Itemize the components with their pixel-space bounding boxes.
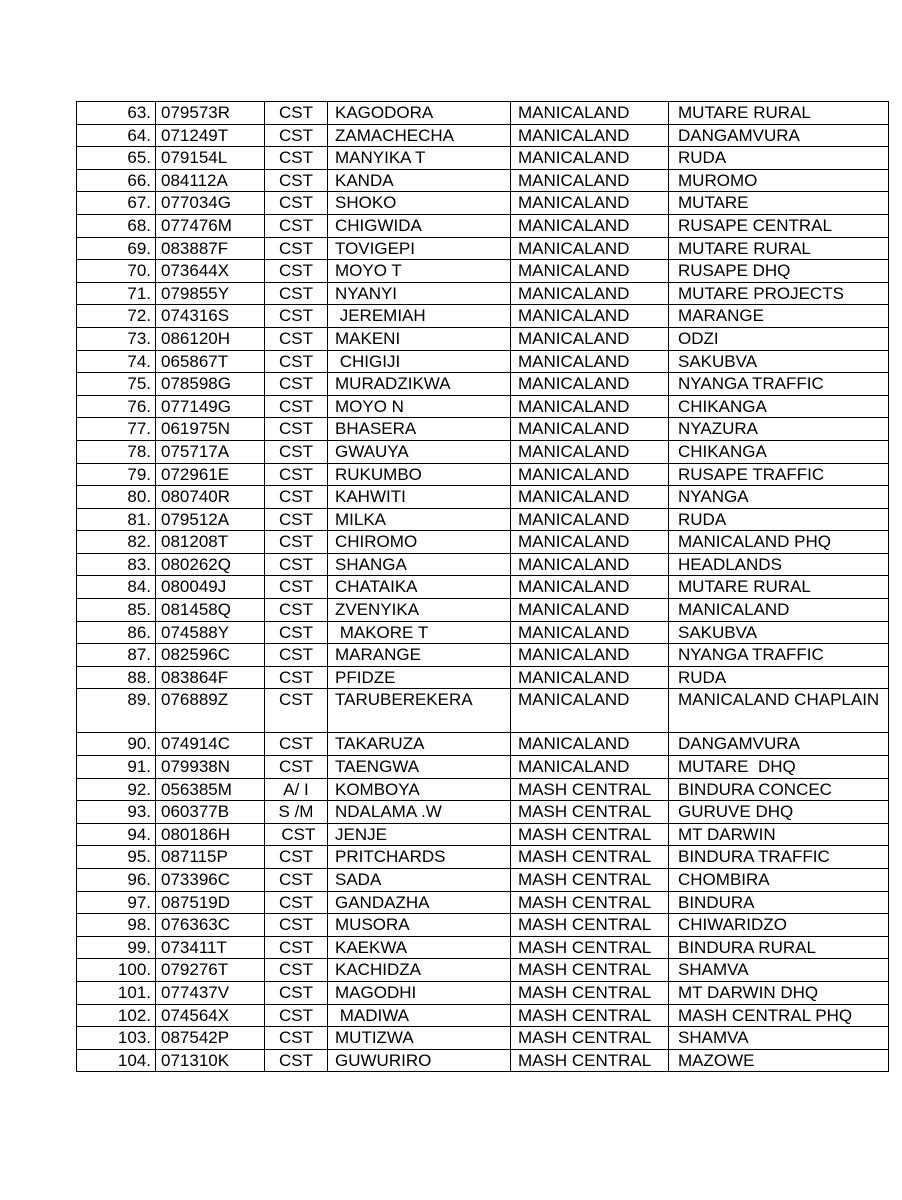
station-cell: MAZOWE [669,1049,889,1072]
force-number-cell: 081458Q [156,599,265,622]
surname-cell: TARUBEREKERA [328,689,511,733]
station-cell: HEADLANDS [669,553,889,576]
province-cell: MANICALAND [511,124,669,147]
station-cell: NYAZURA [669,418,889,441]
station-cell: SHAMVA [669,1027,889,1050]
force-number-cell: 076363C [156,914,265,937]
province-cell: MANICALAND [511,147,669,170]
force-number-cell: 080049J [156,576,265,599]
province-cell: MANICALAND [511,282,669,305]
station-cell: DANGAMVURA [669,733,889,756]
station-cell: RUDA [669,147,889,170]
rank-cell: CST [265,373,328,396]
force-number-cell: 079938N [156,756,265,779]
station-cell: BINDURA RURAL [669,936,889,959]
station-cell: SAKUBVA [669,621,889,644]
force-number-cell: 073644X [156,260,265,283]
province-cell: MANICALAND [511,214,669,237]
row-number-cell: 78. [77,440,156,463]
surname-cell: JENJE [328,823,511,846]
row-number-cell: 96. [77,869,156,892]
table-row [77,891,889,914]
table-row [77,124,889,147]
rank-cell: CST [265,395,328,418]
force-number-cell: 074588Y [156,621,265,644]
surname-cell: GWAUYA [328,440,511,463]
station-cell: MUTARE [669,192,889,215]
station-cell: BINDURA [669,891,889,914]
force-number-cell: 079855Y [156,282,265,305]
station-cell: MUTARE DHQ [669,756,889,779]
rank-cell: CST [265,147,328,170]
station-cell: MASH CENTRAL PHQ [669,1004,889,1027]
row-number-cell: 70. [77,260,156,283]
force-number-cell: 079512A [156,508,265,531]
station-cell: RUDA [669,508,889,531]
province-cell: MANICALAND [511,237,669,260]
province-cell: MASH CENTRAL [511,1027,669,1050]
surname-cell: CHIGIJI [328,350,511,373]
rank-cell: CST [265,869,328,892]
surname-cell: KAEKWA [328,936,511,959]
rank-cell: CST [265,327,328,350]
rank-cell: CST [265,102,328,125]
station-cell: DANGAMVURA [669,124,889,147]
row-number-cell: 90. [77,733,156,756]
row-number-cell: 94. [77,823,156,846]
station-cell: CHIKANGA [669,440,889,463]
table-row [77,1049,889,1072]
station-cell: MUROMO [669,169,889,192]
province-cell: MANICALAND [511,486,669,509]
surname-cell: MARANGE [328,644,511,667]
table-row [77,1004,889,1027]
station-cell: BINDURA TRAFFIC [669,846,889,869]
province-cell: MANICALAND [511,418,669,441]
force-number-cell: 077476M [156,214,265,237]
table-row [77,801,889,824]
force-number-cell: 071310K [156,1049,265,1072]
surname-cell: CHIGWIDA [328,214,511,237]
station-cell: RUSAPE CENTRAL [669,214,889,237]
province-cell: MASH CENTRAL [511,801,669,824]
surname-cell: NDALAMA .W [328,801,511,824]
rank-cell: CST [265,891,328,914]
province-cell: MASH CENTRAL [511,846,669,869]
row-number-cell: 65. [77,147,156,170]
surname-cell: KAHWITI [328,486,511,509]
row-number-cell: 68. [77,214,156,237]
rank-cell: CST [265,1027,328,1050]
row-number-cell: 85. [77,599,156,622]
station-cell: NYANGA [669,486,889,509]
surname-cell: BHASERA [328,418,511,441]
force-number-cell: 083864F [156,666,265,689]
rank-cell: CST [265,553,328,576]
surname-cell: TAENGWA [328,756,511,779]
rank-cell: CST [265,440,328,463]
row-number-cell: 87. [77,644,156,667]
row-number-cell: 75. [77,373,156,396]
force-number-cell: 079276T [156,959,265,982]
force-number-cell: 086120H [156,327,265,350]
table-row [77,936,889,959]
row-number-cell: 74. [77,350,156,373]
province-cell: MASH CENTRAL [511,778,669,801]
station-cell: CHIWARIDZO [669,914,889,937]
force-number-cell: 079573R [156,102,265,125]
force-number-cell: 080740R [156,486,265,509]
table-row [77,553,889,576]
rank-cell: CST [265,823,328,846]
surname-cell: PRITCHARDS [328,846,511,869]
province-cell: MANICALAND [511,260,669,283]
surname-cell: MOYO T [328,260,511,283]
row-number-cell: 66. [77,169,156,192]
rank-cell: CST [265,214,328,237]
station-cell: ODZI [669,327,889,350]
province-cell: MASH CENTRAL [511,823,669,846]
province-cell: MASH CENTRAL [511,981,669,1004]
rank-cell: CST [265,305,328,328]
table-row [77,823,889,846]
rank-cell: CST [265,914,328,937]
surname-cell: RUKUMBO [328,463,511,486]
province-cell: MANICALAND [511,102,669,125]
rank-cell: CST [265,192,328,215]
surname-cell: MAGODHI [328,981,511,1004]
table-row [77,756,889,779]
province-cell: MANICALAND [511,192,669,215]
force-number-cell: 077149G [156,395,265,418]
row-number-cell: 101. [77,981,156,1004]
table-row [77,373,889,396]
force-number-cell: 080186H [156,823,265,846]
surname-cell: CHIROMO [328,531,511,554]
row-number-cell: 102. [77,1004,156,1027]
surname-cell: MUSORA [328,914,511,937]
table-row [77,327,889,350]
surname-cell: MAKENI [328,327,511,350]
row-number-cell: 73. [77,327,156,350]
surname-cell: SADA [328,869,511,892]
table-row [77,644,889,667]
table-row [77,531,889,554]
table-row [77,508,889,531]
surname-cell: MUTIZWA [328,1027,511,1050]
surname-cell: ZVENYIKA [328,599,511,622]
province-cell: MANICALAND [511,689,669,733]
surname-cell: NYANYI [328,282,511,305]
province-cell: MANICALAND [511,599,669,622]
province-cell: MANICALAND [511,756,669,779]
surname-cell: MADIWA [328,1004,511,1027]
station-cell: BINDURA CONCEC [669,778,889,801]
surname-cell: KANDA [328,169,511,192]
surname-cell: ZAMACHECHA [328,124,511,147]
station-cell: CHOMBIRA [669,869,889,892]
personnel-table [76,101,889,1072]
force-number-cell: 073396C [156,869,265,892]
force-number-cell: 077034G [156,192,265,215]
station-cell: MANICALAND CHAPLAIN [669,689,889,733]
surname-cell: KOMBOYA [328,778,511,801]
station-cell: NYANGA TRAFFIC [669,373,889,396]
table-row [77,666,889,689]
row-number-cell: 82. [77,531,156,554]
table-row [77,733,889,756]
force-number-cell: 087519D [156,891,265,914]
table-body [77,102,889,1072]
rank-cell: A/ I [265,778,328,801]
table-row [77,418,889,441]
station-cell: NYANGA TRAFFIC [669,644,889,667]
row-number-cell: 104. [77,1049,156,1072]
rank-cell: CST [265,237,328,260]
row-number-cell: 95. [77,846,156,869]
row-number-cell: 88. [77,666,156,689]
table-row [77,102,889,125]
station-cell: MANICALAND [669,599,889,622]
force-number-cell: 073411T [156,936,265,959]
rank-cell: CST [265,846,328,869]
row-number-cell: 76. [77,395,156,418]
rank-cell: CST [265,621,328,644]
surname-cell: TAKARUZA [328,733,511,756]
rank-cell: CST [265,733,328,756]
province-cell: MASH CENTRAL [511,1004,669,1027]
row-number-cell: 97. [77,891,156,914]
station-cell: MANICALAND PHQ [669,531,889,554]
row-number-cell: 103. [77,1027,156,1050]
row-number-cell: 93. [77,801,156,824]
station-cell: MUTARE RURAL [669,237,889,260]
surname-cell: GANDAZHA [328,891,511,914]
rank-cell: CST [265,576,328,599]
row-number-cell: 71. [77,282,156,305]
row-number-cell: 89. [77,689,156,733]
province-cell: MANICALAND [511,327,669,350]
province-cell: MASH CENTRAL [511,936,669,959]
row-number-cell: 63. [77,102,156,125]
force-number-cell: 083887F [156,237,265,260]
station-cell: MUTARE RURAL [669,102,889,125]
rank-cell: CST [265,689,328,733]
table-row [77,869,889,892]
table-row [77,440,889,463]
row-number-cell: 100. [77,959,156,982]
force-number-cell: 076889Z [156,689,265,733]
rank-cell: CST [265,599,328,622]
force-number-cell: 079154L [156,147,265,170]
province-cell: MANICALAND [511,621,669,644]
force-number-cell: 077437V [156,981,265,1004]
table-row [77,192,889,215]
province-cell: MANICALAND [511,666,669,689]
station-cell: RUDA [669,666,889,689]
surname-cell: KACHIDZA [328,959,511,982]
rank-cell: CST [265,644,328,667]
row-number-cell: 99. [77,936,156,959]
row-number-cell: 79. [77,463,156,486]
station-cell: MT DARWIN DHQ [669,981,889,1004]
surname-cell: PFIDZE [328,666,511,689]
station-cell: SAKUBVA [669,350,889,373]
table-row [77,981,889,1004]
row-number-cell: 64. [77,124,156,147]
province-cell: MANICALAND [511,531,669,554]
force-number-cell: 060377B [156,801,265,824]
rank-cell: CST [265,959,328,982]
surname-cell: MANYIKA T [328,147,511,170]
surname-cell: GUWURIRO [328,1049,511,1072]
table-row [77,169,889,192]
row-number-cell: 92. [77,778,156,801]
force-number-cell: 074914C [156,733,265,756]
province-cell: MANICALAND [511,553,669,576]
station-cell: MUTARE RURAL [669,576,889,599]
surname-cell: CHATAIKA [328,576,511,599]
province-cell: MANICALAND [511,508,669,531]
force-number-cell: 081208T [156,531,265,554]
force-number-cell: 084112A [156,169,265,192]
rank-cell: CST [265,1049,328,1072]
row-number-cell: 77. [77,418,156,441]
station-cell: GURUVE DHQ [669,801,889,824]
table-row [77,778,889,801]
surname-cell: SHANGA [328,553,511,576]
rank-cell: S /M [265,801,328,824]
row-number-cell: 67. [77,192,156,215]
rank-cell: CST [265,508,328,531]
rank-cell: CST [265,981,328,1004]
rank-cell: CST [265,350,328,373]
row-number-cell: 83. [77,553,156,576]
table-row [77,260,889,283]
province-cell: MASH CENTRAL [511,1049,669,1072]
row-number-cell: 84. [77,576,156,599]
rank-cell: CST [265,486,328,509]
station-cell: MT DARWIN [669,823,889,846]
force-number-cell: 078598G [156,373,265,396]
surname-cell: KAGODORA [328,102,511,125]
force-number-cell: 074316S [156,305,265,328]
station-cell: SHAMVA [669,959,889,982]
table-row [77,282,889,305]
rank-cell: CST [265,756,328,779]
province-cell: MASH CENTRAL [511,869,669,892]
table-row [77,237,889,260]
station-cell: RUSAPE DHQ [669,260,889,283]
force-number-cell: 080262Q [156,553,265,576]
station-cell: MARANGE [669,305,889,328]
table-row [77,395,889,418]
row-number-cell: 86. [77,621,156,644]
province-cell: MANICALAND [511,733,669,756]
rank-cell: CST [265,169,328,192]
table-row [77,599,889,622]
rank-cell: CST [265,666,328,689]
force-number-cell: 087542P [156,1027,265,1050]
force-number-cell: 074564X [156,1004,265,1027]
force-number-cell: 072961E [156,463,265,486]
rank-cell: CST [265,936,328,959]
rank-cell: CST [265,418,328,441]
surname-cell: MAKORE T [328,621,511,644]
row-number-cell: 80. [77,486,156,509]
province-cell: MANICALAND [511,644,669,667]
province-cell: MANICALAND [511,440,669,463]
station-cell: MUTARE PROJECTS [669,282,889,305]
surname-cell: MOYO N [328,395,511,418]
table-row [77,214,889,237]
province-cell: MASH CENTRAL [511,914,669,937]
surname-cell: MURADZIKWA [328,373,511,396]
surname-cell: SHOKO [328,192,511,215]
table-row [77,959,889,982]
rank-cell: CST [265,124,328,147]
table-row [77,147,889,170]
rank-cell: CST [265,282,328,305]
force-number-cell: 082596C [156,644,265,667]
force-number-cell: 056385M [156,778,265,801]
rank-cell: CST [265,260,328,283]
province-cell: MANICALAND [511,169,669,192]
force-number-cell: 075717A [156,440,265,463]
table-row [77,463,889,486]
surname-cell: TOVIGEPI [328,237,511,260]
force-number-cell: 061975N [156,418,265,441]
station-cell: CHIKANGA [669,395,889,418]
province-cell: MASH CENTRAL [511,891,669,914]
row-number-cell: 69. [77,237,156,260]
table-row [77,689,889,733]
row-number-cell: 81. [77,508,156,531]
rank-cell: CST [265,531,328,554]
table-row [77,621,889,644]
force-number-cell: 071249T [156,124,265,147]
force-number-cell: 087115P [156,846,265,869]
table-row [77,1027,889,1050]
row-number-cell: 91. [77,756,156,779]
province-cell: MANICALAND [511,373,669,396]
table-row [77,350,889,373]
province-cell: MANICALAND [511,395,669,418]
table-row [77,914,889,937]
province-cell: MANICALAND [511,463,669,486]
surname-cell: MILKA [328,508,511,531]
table-row [77,846,889,869]
row-number-cell: 98. [77,914,156,937]
table-row [77,486,889,509]
surname-cell: JEREMIAH [328,305,511,328]
row-number-cell: 72. [77,305,156,328]
rank-cell: CST [265,1004,328,1027]
province-cell: MASH CENTRAL [511,959,669,982]
province-cell: MANICALAND [511,576,669,599]
station-cell: RUSAPE TRAFFIC [669,463,889,486]
table-row [77,576,889,599]
rank-cell: CST [265,463,328,486]
table-row [77,305,889,328]
force-number-cell: 065867T [156,350,265,373]
province-cell: MANICALAND [511,350,669,373]
province-cell: MANICALAND [511,305,669,328]
